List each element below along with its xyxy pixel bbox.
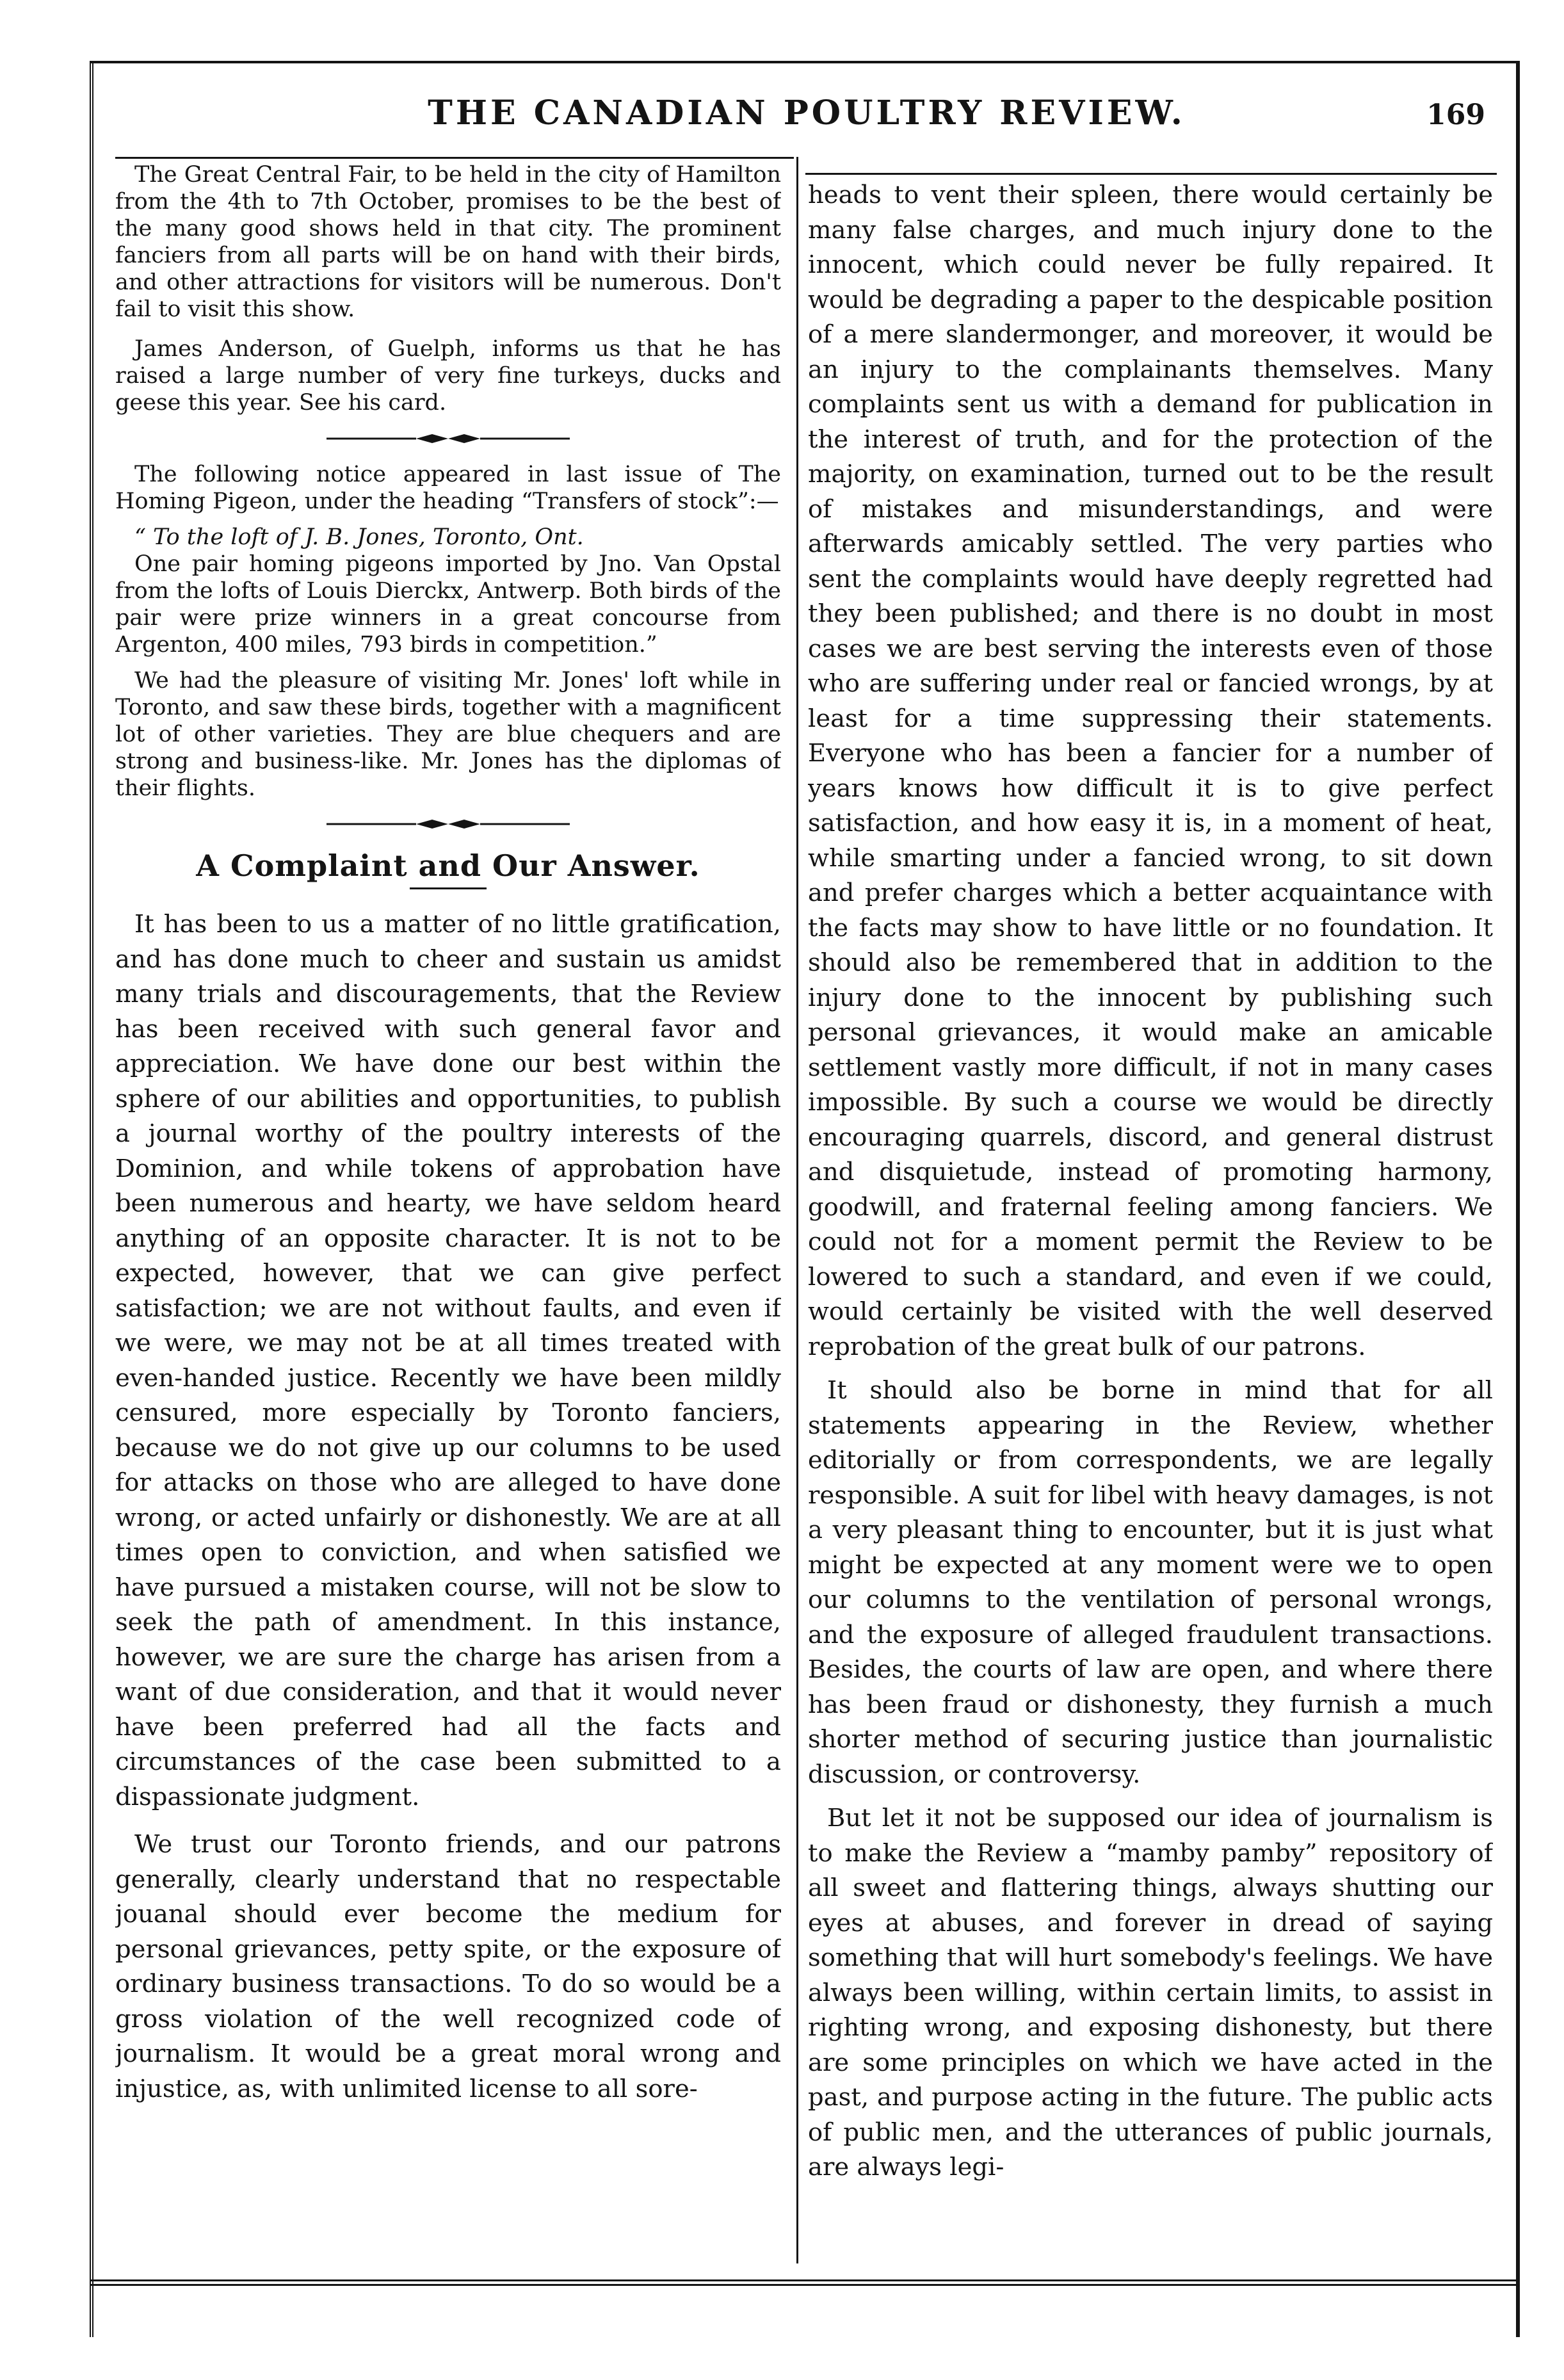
article-body-right	[808, 178, 1493, 2185]
page-number: 169	[1426, 99, 1485, 131]
news-notes	[115, 161, 781, 832]
frame-top-rule	[90, 61, 1516, 63]
column-divider	[796, 157, 798, 2263]
header-rule-left	[115, 157, 794, 159]
left-column	[115, 161, 781, 2268]
article-heading: A Complaint and Our Answer.	[196, 848, 700, 883]
right-column	[808, 178, 1493, 2272]
heading-rule	[410, 887, 487, 889]
visit-note: We had the pleasure of visiting Mr. Jones' loft while in Toronto, and saw these birds, together with a magnificent lot of other varieties. They are blue chequers and are strong and business-like. Mr. Jones has the diplomas of their flights.	[115, 668, 781, 801]
quote-body: One pair homing pigeons imported by Jno. Van Opstal from the lofts of Louis Dierckx, Antwerp. Both birds of the pair were prize winners in a great concourse from Argenton, 400 miles, 793 birds in competition.”	[115, 551, 781, 658]
ornament-divider	[327, 430, 570, 447]
homing-intro: The following notice appeared in last issue of The Homing Pigeon, under the heading “Transfers of stock”:—	[115, 462, 781, 514]
quote-heading: “ To the loft of J. B. Jones, Toronto, Ont.	[134, 524, 584, 550]
ornament-divider	[327, 816, 570, 832]
journal-title: THE CANADIAN POULTRY REVIEW.	[428, 93, 1186, 133]
article-paragraph: It should also be borne in mind that for all statements appearing in the Review, whether editorially or from correspondents, we are legally responsible. A suit for libel with heavy damages, is not a very pleasant thing to encounter, but it is just what might be expected at any moment were we to open our columns to the ventilation of personal wrongs, and the exposure of alleged fraudulent transactions. Besides, the courts of law are open, and where there has been fraud or dishonesty, they furnish a much shorter method of securing justice than journalistic discussion, or controversy.	[808, 1376, 1493, 1789]
header-rule-right	[805, 173, 1497, 175]
anderson-notice: James Anderson, of Guelph, informs us that he has raised a large number of very fine turkeys, ducks and geese this year. See his card.	[115, 336, 781, 416]
article-paragraph: heads to vent their spleen, there would certainly be many false charges, and much injury done to the innocent, which could never be fully repaired. It would be degrading a paper to the despicable position of a mere slandermonger, and moreover, it would be an injury to the complainants themselves. Many complaints sent us with a demand for publication in the interest of truth, and for the protection of the majority, on examination, turned out to be the result of mistakes and misunderstandings, and were afterwards amicably settled. The very parties who sent the complaints would have deeply regretted had they been published; and there is no doubt in most cases we are best serving the interests even of those who are suffering under real or fancied wrongs, by at least for a time suppressing their statements. Everyone who has been a fancier for a number of years knows how difficult it is to give perfect satisfaction, and how easy it is, in a moment of heat, while smarting under a fancied wrong, to sit down and prefer charges which a better acquaintance with the facts may show to have little or no foundation. It should also be remembered that in addition to the injury done to the innocent by publishing such personal grievances, it would make an amicable settlement vastly more difficult, if not in many cases impossible. By such a course we would be directly encouraging quarrels, discord, and general distrust and disquietude, instead of promoting harmony, goodwill, and fraternal feeling among fanciers. We could not for a moment permit the Review to be lowered to such a standard, and even if we could, would certainly be visited with the well deserved reprobation of the great bulk of our patrons.	[808, 181, 1493, 1361]
article-body-left	[115, 907, 781, 2107]
fair-notice: The Great Central Fair, to be held in the city of Hamilton from the 4th to 7th October, promises to be the best of the many good shows held in that city. The prominent fanciers from all parts will be on hand with their birds, and other attractions for visitors will be numerous. Don't fail to visit this show.	[115, 162, 781, 322]
article-paragraph: It has been to us a matter of no little gratification, and has done much to cheer and sustain us amidst many trials and discouragements, that the Review has been received with such general favor and appreciation. We have done our best within the sphere of our abilities and opportunities, to publish a journal worthy of the poultry interests of the Dominion, and while tokens of approbation have been numerous and hearty, we have seldom heard anything of an opposite character. It is not to be expected, however, that we can give perfect satisfaction; we are not without faults, and even if we were, we may not be at all times treated with even-handed justice. Recently we have been mildly censured, more especially by Toronto fanciers, because we do not give up our columns to be used for attacks on those who are alleged to have done wrong, or acted unfairly or dishonestly. We are at all times open to conviction, and when satisfied we have pursued a mistaken course, will not be slow to seek the path of amendment. In this instance, however, we are sure the charge has arisen from a want of due consideration, and that it would never have been preferred had all the facts and circumstances of the case been submitted to a dispassionate judgment.	[115, 910, 781, 1811]
article-paragraph: We trust our Toronto friends, and our patrons generally, clearly understand that no respectable jouanal should ever become the medium for personal grievances, petty spite, or the exposure of ordinary business transactions. To do so would be a gross violation of the well recognized code of journalism. It would be a great moral wrong and injustice, as, with unlimited license to all sore-	[115, 1830, 781, 2103]
frame-bottom-rule	[90, 2279, 1516, 2286]
article-paragraph: But let it not be supposed our idea of journalism is to make the Review a “mamby pamby” repository of all sweet and flattering things, always shutting our eyes at abuses, and forever in dread of saying something that will hurt somebody's feelings. We have always been willing, within certain limits, to assist in righting wrong, and exposing dishonesty, but there are some principles on which we have acted in the past, and purpose acting in the future. The public acts of public men, and the utterances of public journals, are always legi-	[808, 1804, 1493, 2182]
running-header	[115, 90, 1498, 141]
